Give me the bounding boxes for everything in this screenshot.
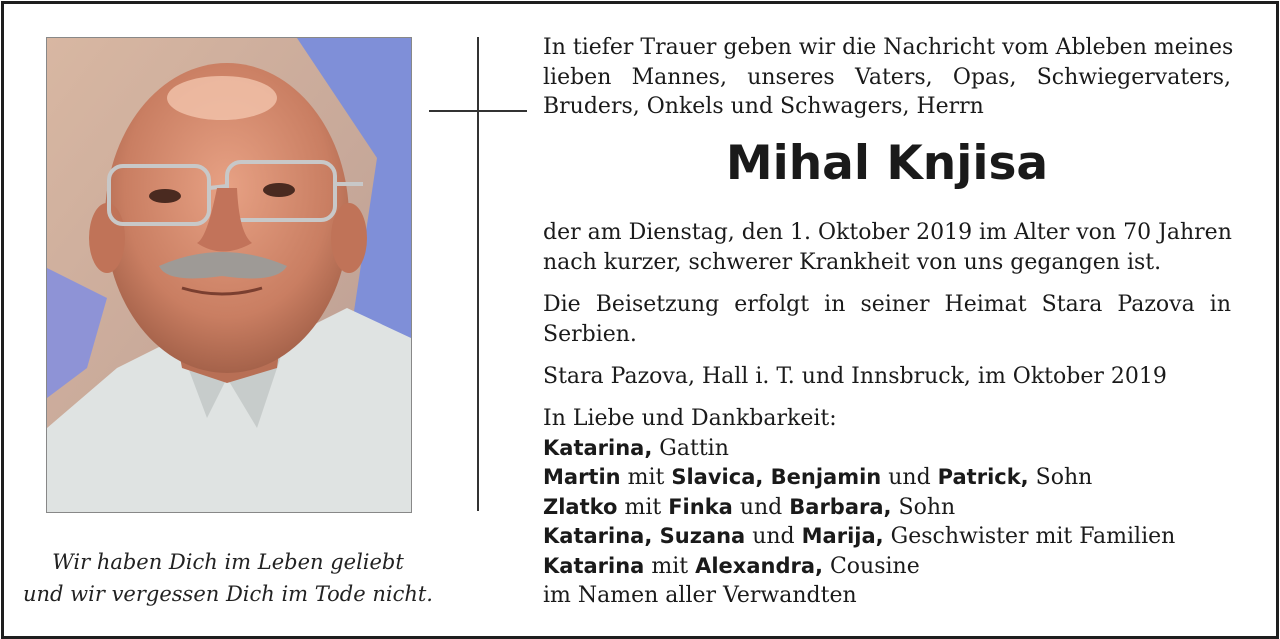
place-date-text: Stara Pazova, Hall i. T. und Innsbruck, im Oktober 2019 [543, 364, 1167, 389]
mourner-name: Marija, [801, 524, 884, 548]
mourner-row [543, 463, 1231, 493]
mourner-name: Alexandra, [695, 553, 823, 578]
passing-line-1: der am Dienstag, den 1. Oktober 2019 im Alter von 70 Jahren [543, 220, 1232, 245]
mourner-name: Slavica, Benjamin [671, 465, 882, 489]
mourner-name: Katarina, [543, 435, 653, 460]
mourner-connector: und [745, 524, 802, 549]
memorial-quote [20, 546, 436, 610]
intro-paragraph [543, 33, 1234, 122]
cross-horizontal [429, 110, 527, 112]
mourner-name: Katarina, Suzana [543, 524, 746, 548]
cross-vertical [477, 37, 479, 511]
mourner-name: Martin [543, 465, 621, 489]
mourner-row [543, 493, 1231, 523]
mourners-list [543, 404, 1231, 611]
mourner-row [543, 552, 1231, 582]
intro-line-2: lieben Mannes, unseres Vaters, Opas, Schwiegervaters, [543, 64, 1231, 90]
intro-line-3: Bruders, Onkels und Schwagers, Herrn [543, 94, 984, 119]
mourner-name: Barbara, [789, 494, 892, 519]
mourner-relation: Geschwister mit Familien [883, 524, 1176, 549]
burial-line-1: Die Beisetzung erfolgt in seiner Heimat Stara Pazova in [543, 292, 1231, 317]
mourner-connector: und [881, 465, 938, 490]
mourners-closing: im Namen aller Verwandten [543, 583, 857, 608]
mourner-relation: Gattin [652, 435, 729, 461]
intro-line-1: In tiefer Trauer geben wir die Nachricht vom Ableben meines [543, 35, 1234, 60]
mourner-name: Patrick, [937, 465, 1029, 489]
mourner-row [543, 522, 1231, 552]
portrait-photo [46, 37, 412, 513]
mourner-connector: mit [644, 553, 696, 579]
mourner-relation: Sohn [891, 494, 956, 520]
quote-line-1: Wir haben Dich im Leben geliebt [52, 550, 404, 574]
mourner-connector: und [732, 494, 790, 520]
passing-line-2: nach kurzer, schwerer Krankheit von uns gegangen ist. [543, 249, 1162, 275]
burial-line-2: Serbien. [543, 321, 637, 347]
mourner-relation: Sohn [1028, 465, 1093, 490]
mourner-name: Finka [668, 494, 733, 519]
mourner-connector: mit [617, 494, 669, 520]
burial-paragraph [543, 290, 1231, 349]
mourner-name: Katarina [543, 553, 645, 578]
quote-line-2: und wir vergessen Dich im Tode nicht. [23, 582, 433, 606]
place-date [543, 362, 1231, 392]
passing-paragraph [543, 218, 1231, 277]
mourner-connector: mit [620, 465, 672, 490]
mourner-name: Zlatko [543, 494, 618, 519]
mourner-relation: Cousine [822, 553, 920, 579]
mourner-row [543, 434, 1231, 464]
mourners-heading: In Liebe und Dankbarkeit: [543, 406, 837, 431]
deceased-name: Mihal Knjisa [725, 136, 1049, 191]
